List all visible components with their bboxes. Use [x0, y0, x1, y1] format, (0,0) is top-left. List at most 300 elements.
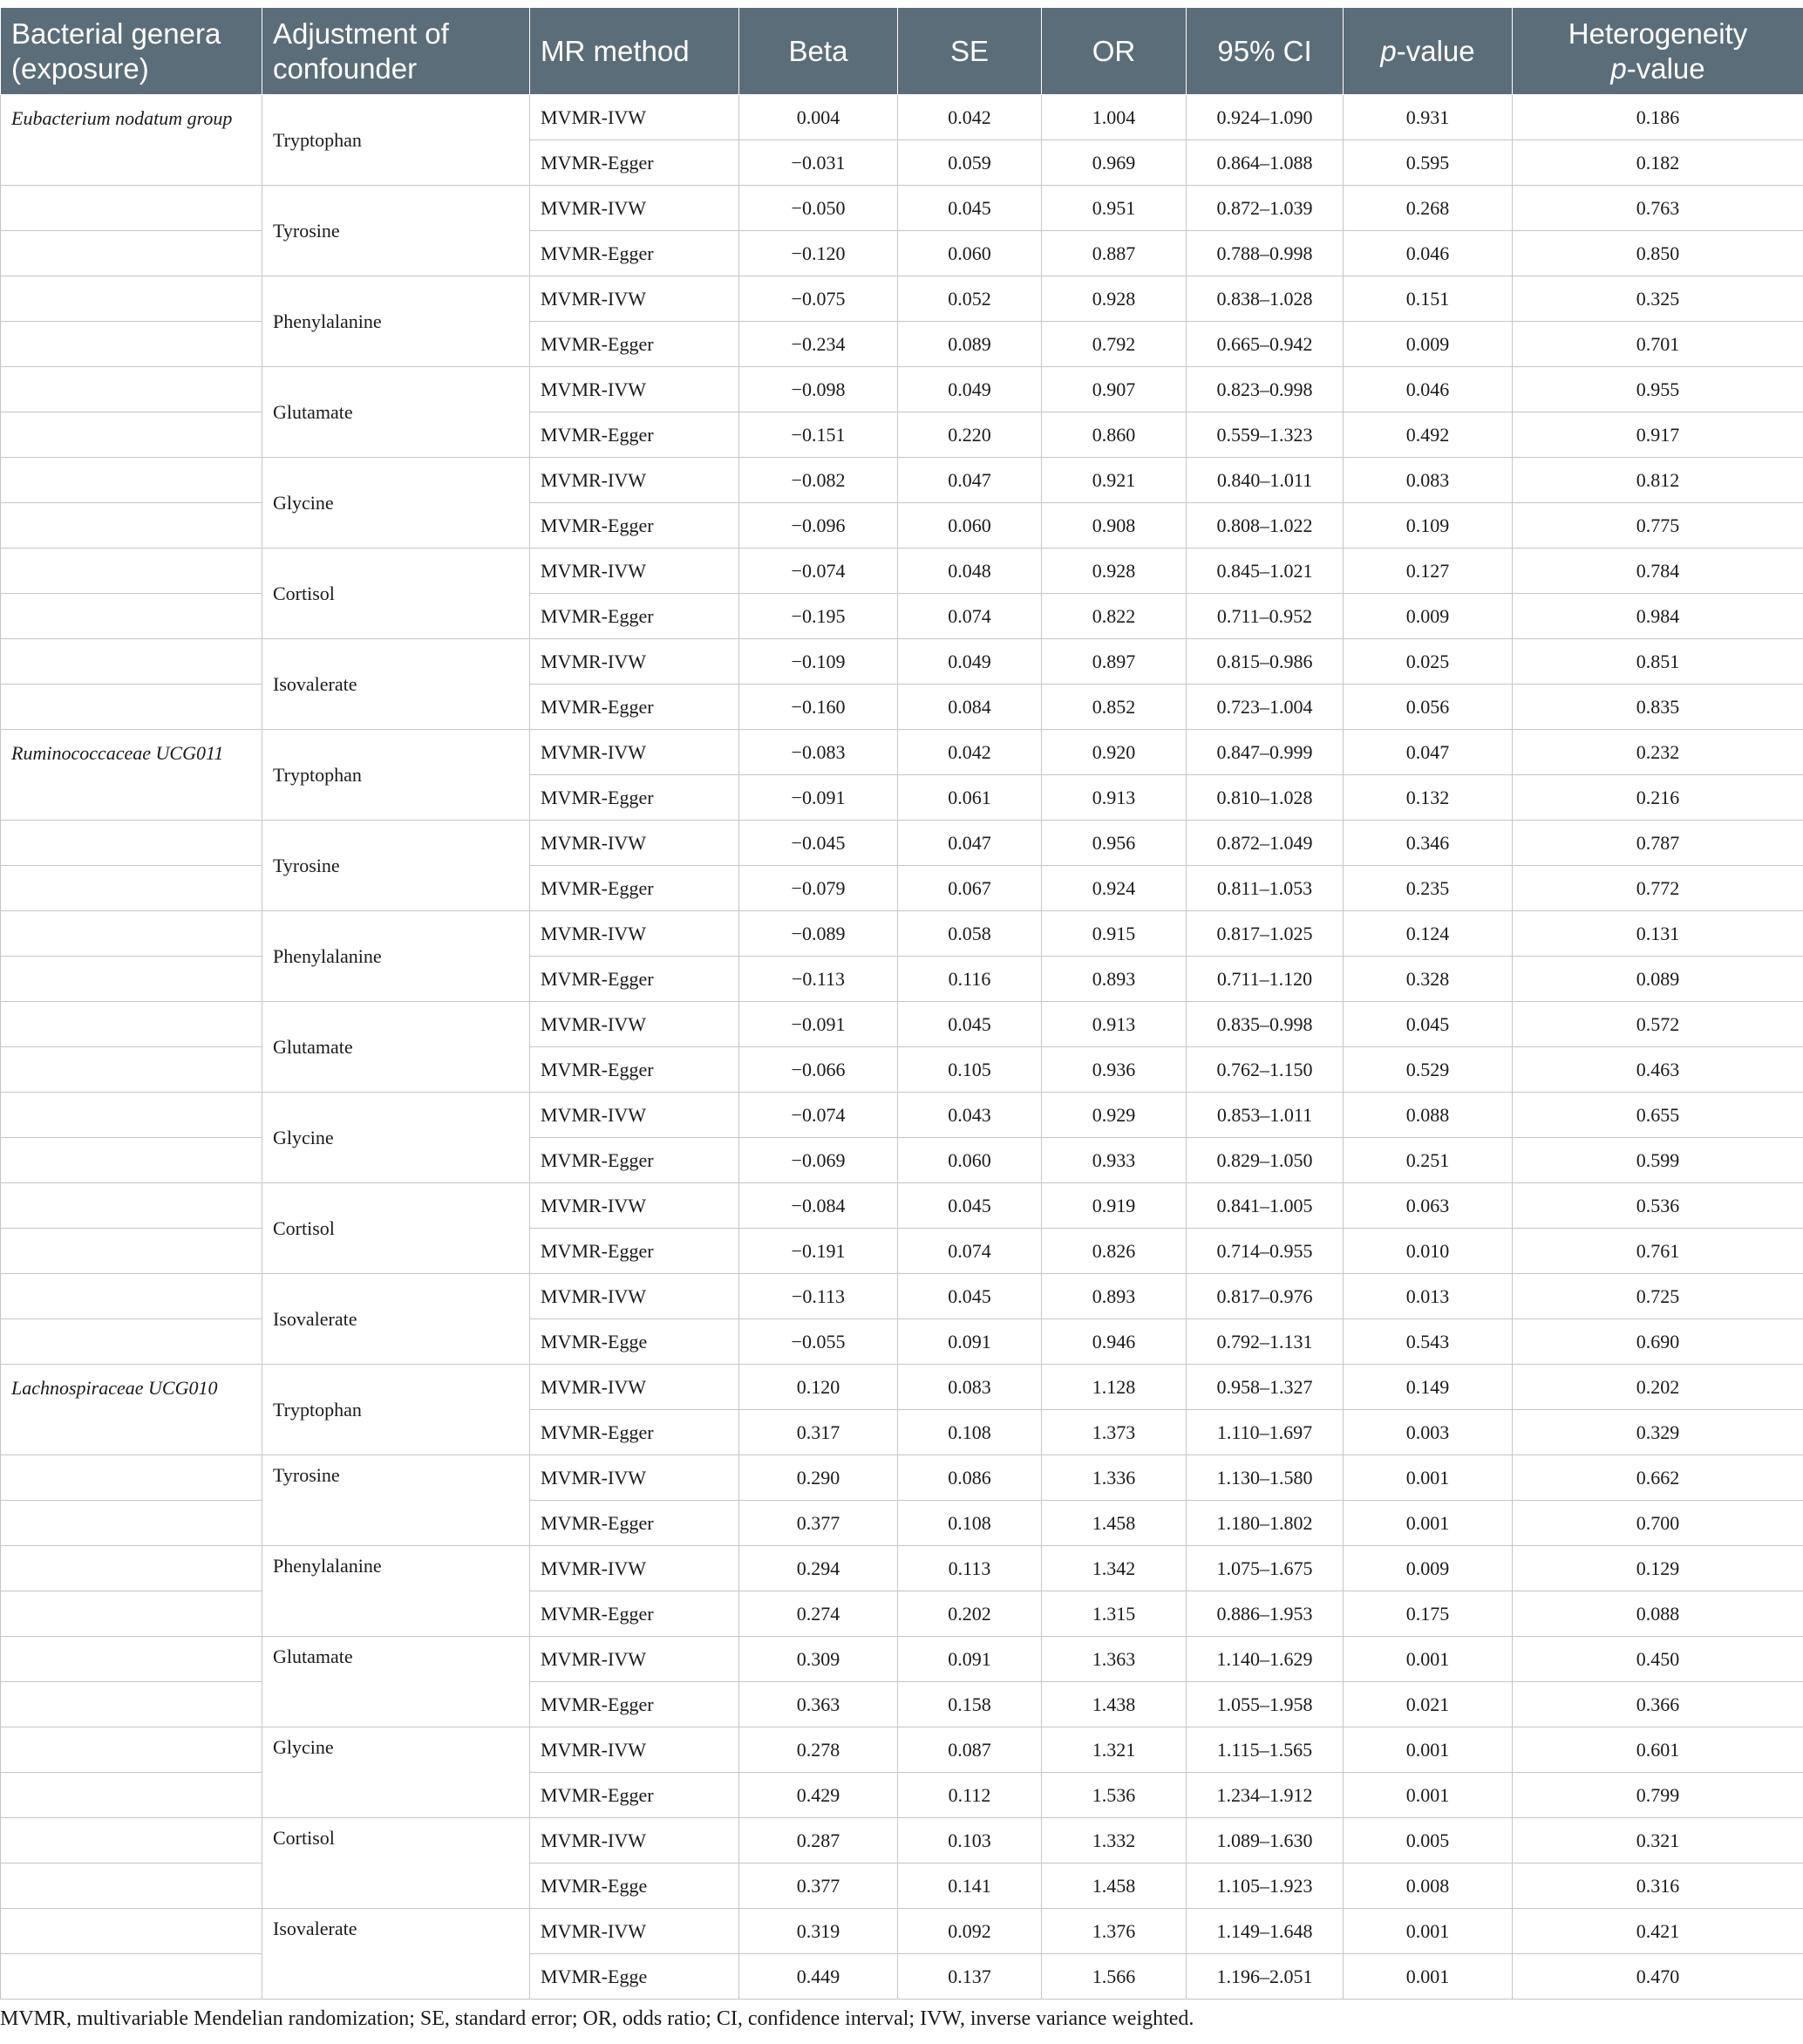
ci-cell: 0.711–1.120	[1187, 957, 1344, 1002]
empty-genus-cell	[1, 1909, 262, 1954]
mr-method-cell: MVMR-Egger	[530, 685, 739, 730]
heterogeneity-p-cell: 0.662	[1513, 1455, 1803, 1501]
mvmr-results-table	[0, 7, 1803, 2000]
se-cell: 0.220	[898, 412, 1042, 458]
p-value-cell: 0.001	[1344, 1501, 1513, 1546]
empty-genus-cell	[1, 957, 262, 1002]
empty-genus-cell	[1, 1591, 262, 1637]
mr-method-cell: MVMR-IVW	[530, 276, 739, 322]
empty-genus-cell	[1, 1047, 262, 1093]
p-value-cell: 0.083	[1344, 458, 1513, 503]
or-cell: 1.376	[1042, 1909, 1187, 1954]
mr-method-cell: MVMR-Egger	[530, 1229, 739, 1274]
mr-method-cell: MVMR-Egger	[530, 1501, 739, 1546]
se-cell: 0.045	[898, 1183, 1042, 1229]
beta-cell: −0.045	[739, 821, 898, 866]
ci-cell: 1.196–2.051	[1187, 1954, 1344, 2000]
mr-method-cell: MVMR-Egger	[530, 775, 739, 821]
header-heterogeneity	[1513, 8, 1803, 95]
ci-cell: 1.234–1.912	[1187, 1773, 1344, 1818]
se-cell: 0.091	[898, 1637, 1042, 1682]
heterogeneity-p-cell: 0.850	[1513, 231, 1803, 276]
or-cell: 0.946	[1042, 1319, 1187, 1365]
se-cell: 0.067	[898, 866, 1042, 911]
table-row	[1, 1093, 1803, 1138]
or-cell: 0.852	[1042, 685, 1187, 730]
or-cell: 0.928	[1042, 548, 1187, 594]
p-value-cell: 0.109	[1344, 503, 1513, 548]
empty-genus-cell	[1, 1682, 262, 1727]
heterogeneity-p-cell: 0.232	[1513, 730, 1803, 775]
or-cell: 1.321	[1042, 1727, 1187, 1773]
p-value-cell: 0.010	[1344, 1229, 1513, 1274]
table-row	[1, 1727, 1803, 1773]
beta-cell: 0.377	[739, 1863, 898, 1909]
heterogeneity-p-cell: 0.216	[1513, 775, 1803, 821]
se-cell: 0.048	[898, 548, 1042, 594]
p-value-cell: 0.235	[1344, 866, 1513, 911]
or-cell: 0.893	[1042, 1274, 1187, 1319]
beta-cell: 0.120	[739, 1365, 898, 1410]
p-value-cell: 0.127	[1344, 548, 1513, 594]
or-cell: 0.887	[1042, 231, 1187, 276]
p-value-cell: 0.529	[1344, 1047, 1513, 1093]
empty-genus-cell	[1, 1546, 262, 1591]
beta-cell: 0.377	[739, 1501, 898, 1546]
confounder-cell: Cortisol	[262, 1183, 530, 1274]
beta-cell: −0.074	[739, 1093, 898, 1138]
mr-method-cell: MVMR-Egger	[530, 503, 739, 548]
ci-cell: 1.105–1.923	[1187, 1863, 1344, 1909]
mr-method-cell: MVMR-IVW	[530, 1546, 739, 1591]
ci-cell: 0.788–0.998	[1187, 231, 1344, 276]
empty-genus-cell	[1, 594, 262, 639]
se-cell: 0.141	[898, 1863, 1042, 1909]
heterogeneity-p-cell: 0.784	[1513, 548, 1803, 594]
ci-cell: 0.817–1.025	[1187, 911, 1344, 957]
se-cell: 0.108	[898, 1501, 1042, 1546]
ci-cell: 0.853–1.011	[1187, 1093, 1344, 1138]
beta-cell: −0.096	[739, 503, 898, 548]
table-footnote: MVMR, multivariable Mendelian randomization; SE, standard error; OR, odds ratio; CI, confidence interval; IVW, inverse variance weighted.	[0, 2007, 1194, 2030]
se-cell: 0.049	[898, 639, 1042, 685]
se-cell: 0.074	[898, 1229, 1042, 1274]
or-cell: 1.004	[1042, 95, 1187, 140]
table-row	[1, 548, 1803, 594]
se-cell: 0.105	[898, 1047, 1042, 1093]
beta-cell: −0.066	[739, 1047, 898, 1093]
header-se: SE	[898, 8, 1042, 95]
empty-genus-cell	[1, 911, 262, 957]
beta-cell: −0.160	[739, 685, 898, 730]
heterogeneity-p-cell: 0.917	[1513, 412, 1803, 458]
table-row	[1, 1637, 1803, 1682]
p-value-cell: 0.045	[1344, 1002, 1513, 1047]
empty-genus-cell	[1, 1455, 262, 1501]
heterogeneity-p-cell: 0.812	[1513, 458, 1803, 503]
header-or: OR	[1042, 8, 1187, 95]
p-value-cell: 0.056	[1344, 685, 1513, 730]
header-het-p-italic: p	[1610, 51, 1627, 85]
header-row	[1, 8, 1803, 95]
se-cell: 0.045	[898, 186, 1042, 231]
se-cell: 0.042	[898, 730, 1042, 775]
or-cell: 0.913	[1042, 1002, 1187, 1047]
beta-cell: 0.287	[739, 1818, 898, 1863]
or-cell: 0.915	[1042, 911, 1187, 957]
or-cell: 1.315	[1042, 1591, 1187, 1637]
or-cell: 1.438	[1042, 1682, 1187, 1727]
p-value-cell: 0.595	[1344, 140, 1513, 186]
ci-cell: 0.665–0.942	[1187, 322, 1344, 367]
ci-cell: 0.840–1.011	[1187, 458, 1344, 503]
ci-cell: 0.762–1.150	[1187, 1047, 1344, 1093]
beta-cell: −0.151	[739, 412, 898, 458]
se-cell: 0.202	[898, 1591, 1042, 1637]
confounder-cell: Phenylalanine	[262, 276, 530, 367]
heterogeneity-p-cell: 0.450	[1513, 1637, 1803, 1682]
or-cell: 0.826	[1042, 1229, 1187, 1274]
p-value-cell: 0.013	[1344, 1274, 1513, 1319]
beta-cell: −0.098	[739, 367, 898, 412]
confounder-cell: Cortisol	[262, 1818, 530, 1909]
ci-cell: 1.180–1.802	[1187, 1501, 1344, 1546]
mr-method-cell: MVMR-IVW	[530, 1274, 739, 1319]
beta-cell: 0.309	[739, 1637, 898, 1682]
confounder-cell: Glutamate	[262, 367, 530, 458]
ci-cell: 0.835–0.998	[1187, 1002, 1344, 1047]
heterogeneity-p-cell: 0.601	[1513, 1727, 1803, 1773]
or-cell: 0.929	[1042, 1093, 1187, 1138]
or-cell: 0.956	[1042, 821, 1187, 866]
p-value-cell: 0.001	[1344, 1727, 1513, 1773]
se-cell: 0.060	[898, 503, 1042, 548]
empty-genus-cell	[1, 1954, 262, 2000]
or-cell: 0.933	[1042, 1138, 1187, 1183]
ci-cell: 0.847–0.999	[1187, 730, 1344, 775]
se-cell: 0.047	[898, 821, 1042, 866]
empty-genus-cell	[1, 1727, 262, 1773]
confounder-cell: Glycine	[262, 458, 530, 548]
ci-cell: 0.559–1.323	[1187, 412, 1344, 458]
mr-method-cell: MVMR-Egger	[530, 1773, 739, 1818]
mr-method-cell: MVMR-Egger	[530, 140, 739, 186]
mr-method-cell: MVMR-IVW	[530, 458, 739, 503]
heterogeneity-p-cell: 0.366	[1513, 1682, 1803, 1727]
p-value-cell: 0.931	[1344, 95, 1513, 140]
se-cell: 0.091	[898, 1319, 1042, 1365]
or-cell: 1.536	[1042, 1773, 1187, 1818]
ci-cell: 0.815–0.986	[1187, 639, 1344, 685]
empty-genus-cell	[1, 1319, 262, 1365]
header-confounder: Adjustment of confounder	[262, 8, 530, 95]
ci-cell: 0.829–1.050	[1187, 1138, 1344, 1183]
heterogeneity-p-cell: 0.655	[1513, 1093, 1803, 1138]
se-cell: 0.084	[898, 685, 1042, 730]
table-row	[1, 95, 1803, 140]
beta-cell: −0.050	[739, 186, 898, 231]
heterogeneity-p-cell: 0.955	[1513, 367, 1803, 412]
p-value-cell: 0.005	[1344, 1818, 1513, 1863]
beta-cell: 0.290	[739, 1455, 898, 1501]
empty-genus-cell	[1, 322, 262, 367]
confounder-cell: Cortisol	[262, 548, 530, 639]
header-het-rest: -value	[1626, 51, 1705, 85]
beta-cell: 0.294	[739, 1546, 898, 1591]
or-cell: 0.907	[1042, 367, 1187, 412]
header-ci: 95% CI	[1187, 8, 1344, 95]
heterogeneity-p-cell: 0.463	[1513, 1047, 1803, 1093]
table-row	[1, 911, 1803, 957]
heterogeneity-p-cell: 0.775	[1513, 503, 1803, 548]
mr-method-cell: MVMR-Egger	[530, 594, 739, 639]
beta-cell: −0.195	[739, 594, 898, 639]
or-cell: 0.936	[1042, 1047, 1187, 1093]
table-row	[1, 1909, 1803, 1954]
se-cell: 0.113	[898, 1546, 1042, 1591]
beta-cell: 0.319	[739, 1909, 898, 1954]
confounder-cell: Tryptophan	[262, 1365, 530, 1455]
mr-method-cell: MVMR-IVW	[530, 1365, 739, 1410]
se-cell: 0.061	[898, 775, 1042, 821]
confounder-cell: Tyrosine	[262, 821, 530, 911]
beta-cell: −0.113	[739, 1274, 898, 1319]
table-container	[0, 7, 1803, 2000]
mr-method-cell: MVMR-Egge	[530, 1319, 739, 1365]
empty-genus-cell	[1, 1002, 262, 1047]
beta-cell: −0.083	[739, 730, 898, 775]
empty-genus-cell	[1, 458, 262, 503]
or-cell: 1.342	[1042, 1546, 1187, 1591]
beta-cell: −0.091	[739, 1002, 898, 1047]
mr-method-cell: MVMR-IVW	[530, 639, 739, 685]
or-cell: 0.908	[1042, 503, 1187, 548]
mr-method-cell: MVMR-IVW	[530, 911, 739, 957]
or-cell: 1.332	[1042, 1818, 1187, 1863]
heterogeneity-p-cell: 0.470	[1513, 1954, 1803, 2000]
p-value-cell: 0.001	[1344, 1909, 1513, 1954]
se-cell: 0.112	[898, 1773, 1042, 1818]
empty-genus-cell	[1, 1093, 262, 1138]
mr-method-cell: MVMR-IVW	[530, 1093, 739, 1138]
or-cell: 0.924	[1042, 866, 1187, 911]
empty-genus-cell	[1, 821, 262, 866]
p-value-cell: 0.346	[1344, 821, 1513, 866]
mr-method-cell: MVMR-IVW	[530, 821, 739, 866]
empty-genus-cell	[1, 1274, 262, 1319]
table-row	[1, 639, 1803, 685]
ci-cell: 1.140–1.629	[1187, 1637, 1344, 1682]
beta-cell: −0.031	[739, 140, 898, 186]
mr-method-cell: MVMR-IVW	[530, 730, 739, 775]
table-row	[1, 186, 1803, 231]
se-cell: 0.086	[898, 1455, 1042, 1501]
heterogeneity-p-cell: 0.835	[1513, 685, 1803, 730]
p-value-cell: 0.001	[1344, 1455, 1513, 1501]
beta-cell: 0.429	[739, 1773, 898, 1818]
empty-genus-cell	[1, 548, 262, 594]
heterogeneity-p-cell: 0.763	[1513, 186, 1803, 231]
p-value-cell: 0.492	[1344, 412, 1513, 458]
ci-cell: 1.055–1.958	[1187, 1682, 1344, 1727]
beta-cell: 0.278	[739, 1727, 898, 1773]
table-row	[1, 1365, 1803, 1410]
or-cell: 1.458	[1042, 1863, 1187, 1909]
p-value-cell: 0.003	[1344, 1410, 1513, 1455]
mr-method-cell: MVMR-Egger	[530, 1047, 739, 1093]
empty-genus-cell	[1, 1773, 262, 1818]
heterogeneity-p-cell: 0.089	[1513, 957, 1803, 1002]
ci-cell: 1.115–1.565	[1187, 1727, 1344, 1773]
p-value-cell: 0.088	[1344, 1093, 1513, 1138]
confounder-cell: Glycine	[262, 1727, 530, 1818]
or-cell: 0.897	[1042, 639, 1187, 685]
p-value-cell: 0.008	[1344, 1863, 1513, 1909]
heterogeneity-p-cell: 0.772	[1513, 866, 1803, 911]
table-row	[1, 458, 1803, 503]
or-cell: 0.822	[1042, 594, 1187, 639]
beta-cell: −0.069	[739, 1138, 898, 1183]
beta-cell: −0.109	[739, 639, 898, 685]
p-value-cell: 0.124	[1344, 911, 1513, 957]
p-value-cell: 0.046	[1344, 367, 1513, 412]
p-value-cell: 0.046	[1344, 231, 1513, 276]
ci-cell: 1.075–1.675	[1187, 1546, 1344, 1591]
or-cell: 1.566	[1042, 1954, 1187, 2000]
or-cell: 0.928	[1042, 276, 1187, 322]
ci-cell: 0.924–1.090	[1187, 95, 1344, 140]
empty-genus-cell	[1, 1501, 262, 1546]
header-p-rest: -value	[1396, 34, 1475, 67]
beta-cell: −0.075	[739, 276, 898, 322]
heterogeneity-p-cell: 0.182	[1513, 140, 1803, 186]
bacterial-genus-cell: Eubacterium nodatum group	[1, 95, 262, 186]
p-value-cell: 0.251	[1344, 1138, 1513, 1183]
confounder-cell: Glycine	[262, 1093, 530, 1183]
beta-cell: −0.089	[739, 911, 898, 957]
empty-genus-cell	[1, 1229, 262, 1274]
ci-cell: 1.149–1.648	[1187, 1909, 1344, 1954]
heterogeneity-p-cell: 0.599	[1513, 1138, 1803, 1183]
ci-cell: 0.838–1.028	[1187, 276, 1344, 322]
beta-cell: −0.113	[739, 957, 898, 1002]
mr-method-cell: MVMR-IVW	[530, 186, 739, 231]
ci-cell: 0.808–1.022	[1187, 503, 1344, 548]
header-p-value	[1344, 8, 1513, 95]
ci-cell: 1.089–1.630	[1187, 1818, 1344, 1863]
heterogeneity-p-cell: 0.572	[1513, 1002, 1803, 1047]
heterogeneity-p-cell: 0.984	[1513, 594, 1803, 639]
p-value-cell: 0.175	[1344, 1591, 1513, 1637]
ci-cell: 0.958–1.327	[1187, 1365, 1344, 1410]
empty-genus-cell	[1, 1818, 262, 1863]
mr-method-cell: MVMR-Egger	[530, 322, 739, 367]
beta-cell: 0.004	[739, 95, 898, 140]
confounder-cell: Tryptophan	[262, 95, 530, 186]
se-cell: 0.042	[898, 95, 1042, 140]
or-cell: 0.860	[1042, 412, 1187, 458]
se-cell: 0.083	[898, 1365, 1042, 1410]
mr-method-cell: MVMR-IVW	[530, 1637, 739, 1682]
empty-genus-cell	[1, 685, 262, 730]
p-value-cell: 0.009	[1344, 594, 1513, 639]
mr-method-cell: MVMR-IVW	[530, 1909, 739, 1954]
p-value-cell: 0.001	[1344, 1773, 1513, 1818]
p-value-cell: 0.268	[1344, 186, 1513, 231]
mr-method-cell: MVMR-IVW	[530, 1727, 739, 1773]
heterogeneity-p-cell: 0.316	[1513, 1863, 1803, 1909]
ci-cell: 0.810–1.028	[1187, 775, 1344, 821]
ci-cell: 0.872–1.049	[1187, 821, 1344, 866]
table-body	[1, 95, 1803, 2000]
heterogeneity-p-cell: 0.202	[1513, 1365, 1803, 1410]
mr-method-cell: MVMR-Egger	[530, 866, 739, 911]
or-cell: 0.919	[1042, 1183, 1187, 1229]
heterogeneity-p-cell: 0.088	[1513, 1591, 1803, 1637]
confounder-cell: Phenylalanine	[262, 911, 530, 1002]
mr-method-cell: MVMR-Egger	[530, 1410, 739, 1455]
ci-cell: 1.110–1.697	[1187, 1410, 1344, 1455]
mr-method-cell: MVMR-Egge	[530, 1863, 739, 1909]
ci-cell: 0.711–0.952	[1187, 594, 1344, 639]
se-cell: 0.045	[898, 1002, 1042, 1047]
mr-method-cell: MVMR-Egger	[530, 957, 739, 1002]
se-cell: 0.108	[898, 1410, 1042, 1455]
confounder-cell: Isovalerate	[262, 1909, 530, 2000]
or-cell: 1.458	[1042, 1501, 1187, 1546]
or-cell: 0.969	[1042, 140, 1187, 186]
empty-genus-cell	[1, 1637, 262, 1682]
mr-method-cell: MVMR-Egger	[530, 412, 739, 458]
p-value-cell: 0.021	[1344, 1682, 1513, 1727]
or-cell: 0.893	[1042, 957, 1187, 1002]
beta-cell: −0.120	[739, 231, 898, 276]
bacterial-genus-cell: Ruminococcaceae UCG011	[1, 730, 262, 821]
or-cell: 0.792	[1042, 322, 1187, 367]
or-cell: 1.128	[1042, 1365, 1187, 1410]
se-cell: 0.058	[898, 911, 1042, 957]
empty-genus-cell	[1, 231, 262, 276]
se-cell: 0.045	[898, 1274, 1042, 1319]
ci-cell: 0.845–1.021	[1187, 548, 1344, 594]
beta-cell: −0.091	[739, 775, 898, 821]
p-value-cell: 0.063	[1344, 1183, 1513, 1229]
se-cell: 0.060	[898, 231, 1042, 276]
confounder-cell: Glutamate	[262, 1637, 530, 1727]
heterogeneity-p-cell: 0.421	[1513, 1909, 1803, 1954]
table-row	[1, 276, 1803, 322]
ci-cell: 0.792–1.131	[1187, 1319, 1344, 1365]
mr-method-cell: MVMR-IVW	[530, 548, 739, 594]
beta-cell: 0.449	[739, 1954, 898, 2000]
empty-genus-cell	[1, 639, 262, 685]
p-value-cell: 0.047	[1344, 730, 1513, 775]
p-value-cell: 0.149	[1344, 1365, 1513, 1410]
header-het-line1: Heterogeneity	[1568, 17, 1748, 50]
beta-cell: −0.084	[739, 1183, 898, 1229]
heterogeneity-p-cell: 0.325	[1513, 276, 1803, 322]
table-header	[1, 8, 1803, 95]
or-cell: 1.363	[1042, 1637, 1187, 1682]
p-value-cell: 0.001	[1344, 1954, 1513, 2000]
se-cell: 0.092	[898, 1909, 1042, 1954]
table-row	[1, 367, 1803, 412]
mr-method-cell: MVMR-Egger	[530, 1591, 739, 1637]
beta-cell: −0.191	[739, 1229, 898, 1274]
table-row	[1, 1183, 1803, 1229]
empty-genus-cell	[1, 367, 262, 412]
beta-cell: −0.074	[739, 548, 898, 594]
